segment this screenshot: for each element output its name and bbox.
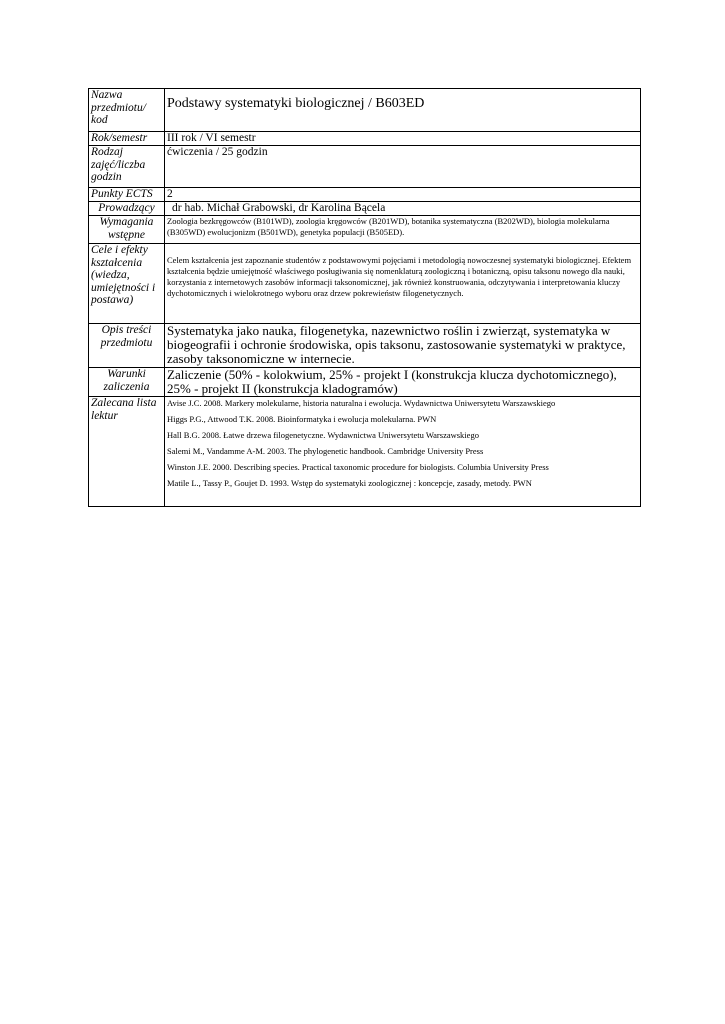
row-year (89, 132, 641, 146)
row-class-type (89, 146, 641, 188)
row-ects (89, 188, 641, 202)
reading-item: Hall B.G. 2008. Łatwe drzewa filogenetyczne. Wydawnictwa Uniwersytetu Warszawskiego (167, 430, 479, 440)
course-card-table (88, 88, 641, 507)
row-goals (89, 244, 641, 324)
goals-text: Celem kształcenia jest zapoznanie studentów z podstawowymi pojęciami i metodologią nowoczesnej systematyki biologicznej. Efektem kształcenia będzie umiejętność właściwego posługiwania się nomenklaturą zoologiczną i botaniczną, opisu taksonu nowego dla nauki, korzystania z internetowych zasobów informacji taksonomicznej, jak również konstruowania, odczytywania i interpretowania kluczy dychotomicznych i wielokrotnego wyboru oraz drzew pokrewieństw filogenetycznych. (167, 255, 632, 298)
lecturers-text: dr hab. Michał Grabowski, dr Karolina Bącela (172, 202, 386, 214)
label-goals: Cele i efekty kształcenia (wiedza, umiejętności i postawa) (89, 244, 165, 324)
value-lecturers (165, 202, 641, 216)
row-lecturers (89, 202, 641, 216)
label-content: Opis treści przedmiotu (89, 324, 165, 368)
value-ects: 2 (165, 188, 641, 202)
reading-item: Winston J.E. 2000. Describing species. Practical taxonomic procedure for biologists. Columbia University Press (167, 462, 549, 472)
value-year: III rok / VI semestr (165, 132, 641, 146)
label-lecturers: Prowadzący (89, 202, 165, 216)
label-class-type: Rodzaj zajęć/liczba godzin (89, 146, 165, 188)
reading-item: Avise J.C. 2008. Markery molekularne, historia naturalna i ewolucja. Wydawnictwa Uniwersytetu Warszawskiego (167, 398, 556, 408)
row-reading (89, 397, 641, 507)
value-class-type: ćwiczenia / 25 godzin (165, 146, 641, 188)
label-course-name: Nazwa przedmiotu/ kod (89, 89, 165, 132)
course-title: Podstawy systematyki biologicznej / B603ED (167, 96, 425, 111)
label-credit: Warunki zaliczenia (89, 368, 165, 397)
value-prerequisites: Zoologia bezkręgowców (B101WD), zoologia kręgowców (B201WD), botanika systematyczna (B202WD), biologia molekularna (B305WD) ewolucjonizm (B501WD), genetyka populacji (B505ED). (165, 216, 641, 244)
label-prerequisites: Wymagania wstępne (89, 216, 165, 244)
reading-item: Matile L., Tassy P., Goujet D. 1993. Wstęp do systematyki zoologicznej : koncepcje, zasady, metody. PWN (167, 478, 532, 488)
value-content: Systematyka jako nauka, filogenetyka, nazewnictwo roślin i zwierząt, systematyka w biogeografii i ochronie środowiska, opis taksonu, zastosowanie systematyki w praktyce, zasoby taksonomiczne w internecie. (165, 324, 641, 368)
value-reading (165, 397, 641, 507)
value-credit: Zaliczenie (50% - kolokwium, 25% - projekt I (konstrukcja klucza dychotomicznego), 25% - projekt II (konstrukcja kladogramów) (165, 368, 641, 397)
label-reading: Zalecana lista lektur (89, 397, 165, 507)
label-year: Rok/semestr (89, 132, 165, 146)
row-prerequisites (89, 216, 641, 244)
row-course-name (89, 89, 641, 132)
row-credit (89, 368, 641, 397)
row-content (89, 324, 641, 368)
reading-item: Salemi M., Vandamme A-M. 2003. The phylogenetic handbook. Cambridge University Press (167, 446, 484, 456)
value-course-name (165, 89, 641, 132)
label-ects: Punkty ECTS (89, 188, 165, 202)
value-goals (165, 244, 641, 324)
reading-item: Higgs P.G., Attwood T.K. 2008. Bioinformatyka i ewolucja molekularna. PWN (167, 414, 437, 424)
